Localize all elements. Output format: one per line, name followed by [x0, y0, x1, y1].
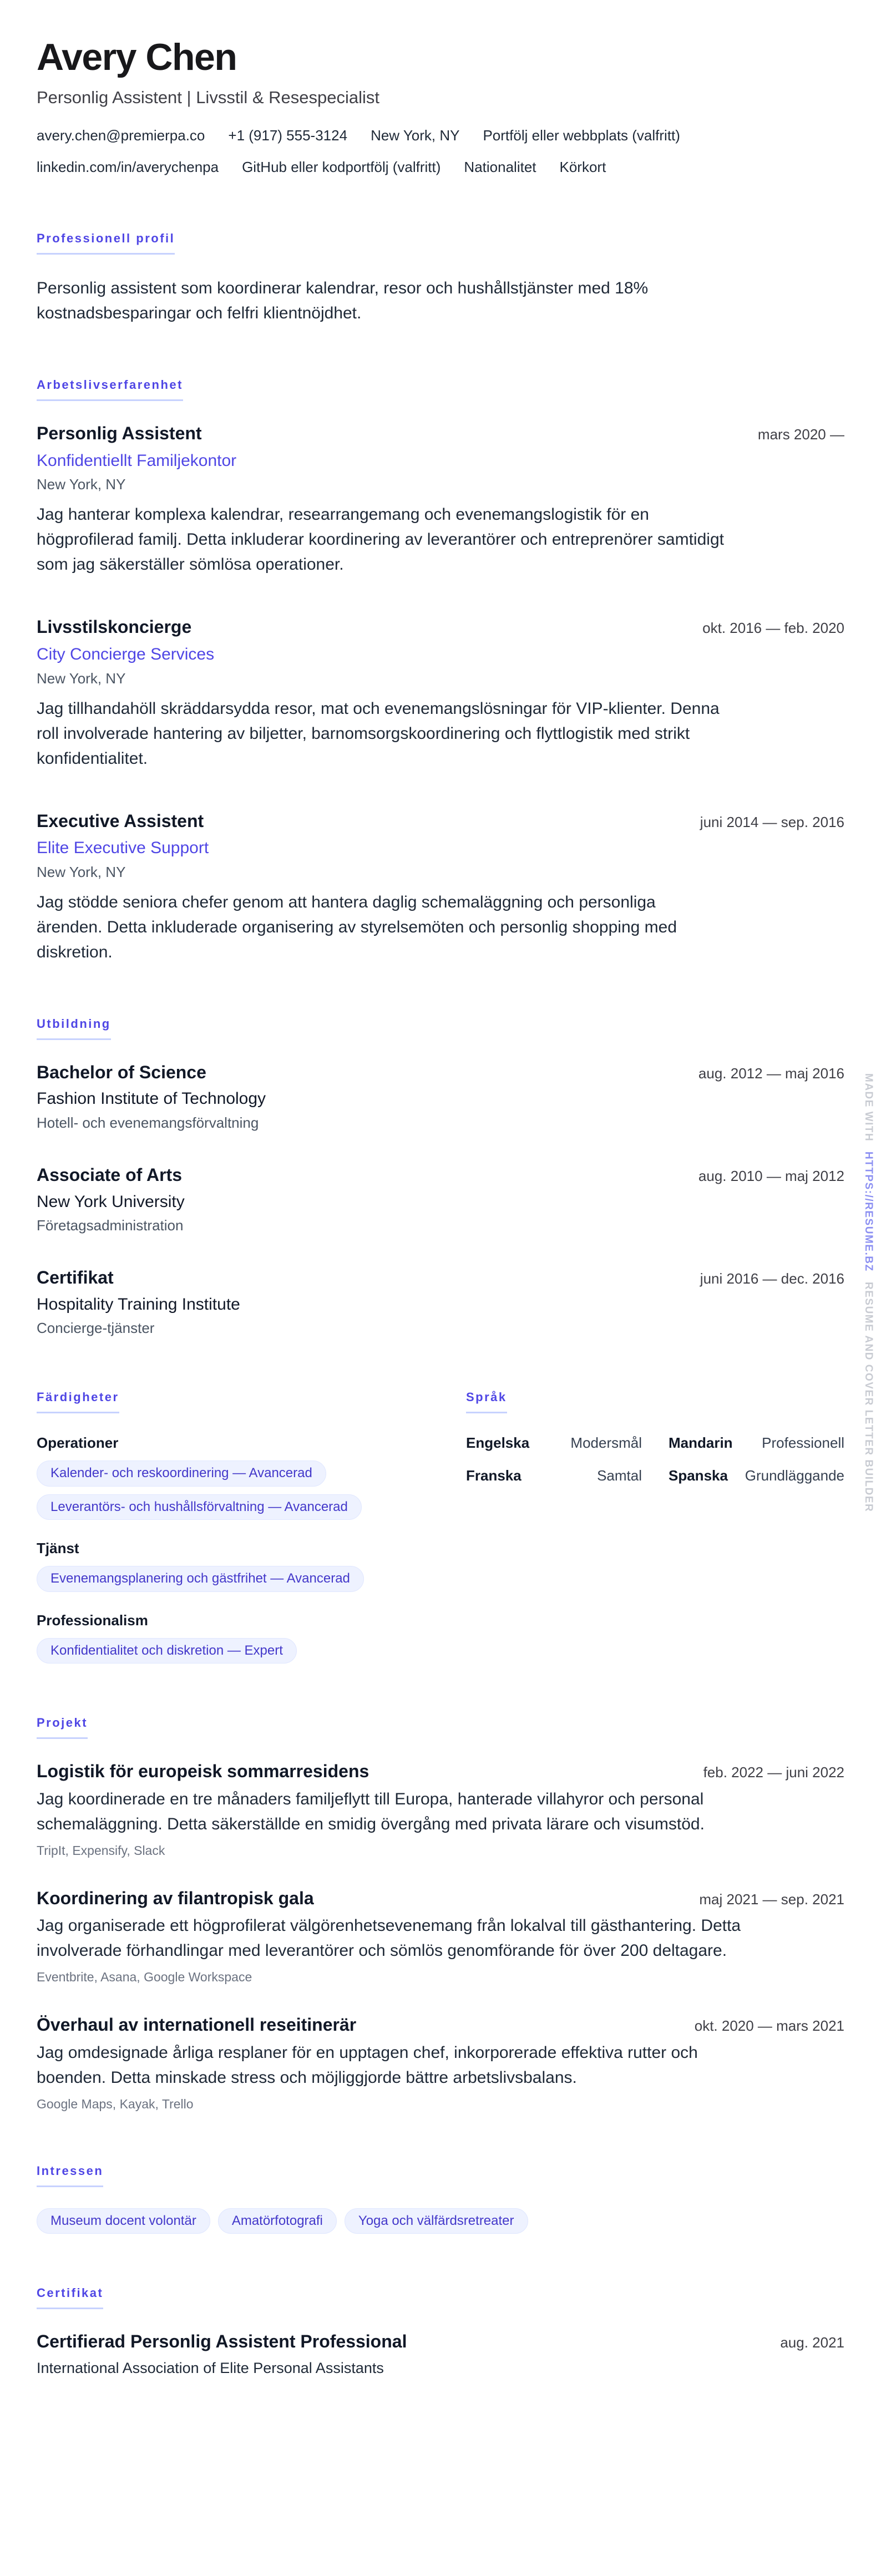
skill-pill: Kalender- och reskoordinering — Avancerad [37, 1461, 326, 1486]
contact-linkedin: linkedin.com/in/averychenpa [37, 158, 219, 175]
watermark [862, 1073, 874, 1512]
skill-group-label: Operationer [37, 1434, 119, 1452]
language-level: Professionell [762, 1434, 844, 1452]
project-item-2 [37, 1887, 844, 1985]
school-name: Fashion Institute of Technology [37, 1089, 266, 1108]
skill-group-label: Tjänst [37, 1540, 79, 1557]
resume-header [37, 36, 844, 177]
field-of-study: Företagsadministration [37, 1217, 184, 1234]
interest-pills [37, 2208, 844, 2234]
section-heading-certificates: Certifikat [37, 2286, 103, 2309]
language-item [669, 1434, 844, 1452]
section-heading-projects: Projekt [37, 1716, 88, 1739]
candidate-title: Personlig Assistent | Livsstil & Resespecialist [37, 88, 379, 108]
education-item-3 [37, 1266, 844, 1338]
job-dates: okt. 2016 — feb. 2020 [702, 620, 844, 637]
section-heading-interests: Intressen [37, 2164, 103, 2187]
experience-title-row [37, 810, 844, 833]
degree-title: Certifikat [37, 1267, 114, 1288]
section-heading-experience: Arbetslivserfarenhet [37, 378, 183, 401]
language-level: Samtal [597, 1467, 642, 1484]
contact-nationality-placeholder: Nationalitet [464, 158, 536, 175]
job-location: New York, NY [37, 670, 126, 687]
section-heading-education: Utbildning [37, 1017, 111, 1040]
interest-pill: Museum docent volontär [37, 2208, 210, 2234]
education-title-row [37, 1164, 844, 1187]
language-name: Spanska [669, 1467, 728, 1484]
education-title-row [37, 1061, 844, 1084]
skill-group-operations [37, 1434, 422, 1520]
certificate-item-1 [37, 2330, 844, 2378]
language-name: Franska [466, 1467, 521, 1484]
language-name: Mandarin [669, 1434, 733, 1452]
section-certificates [37, 2286, 844, 2378]
contact-location: New York, NY [371, 127, 460, 144]
job-description: Jag hanterar komplexa kalendrar, researrangemang och evenemangslogistik för en högprofilerad familj. Detta inkluderar koordinering av leverantörer och entreprenörer samtidigt som jag säkerställer sömlösa operationer. [37, 505, 724, 574]
contact-github-placeholder: GitHub eller kodportfölj (valfritt) [242, 158, 441, 175]
skill-pill: Leverantörs- och hushållsförvaltning — Avancerad [37, 1494, 362, 1520]
job-dates: mars 2020 — [757, 426, 844, 443]
education-title-row [37, 1266, 844, 1290]
profile-text: Personlig assistent som koordinerar kalendrar, resor och hushållstjänster med 18% kostnadsbesparingar och felfri klientnöjdhet. [37, 279, 649, 323]
section-skills-languages [37, 1390, 844, 1664]
skill-pills [37, 1566, 422, 1591]
languages-column [466, 1390, 844, 1484]
degree-title: Bachelor of Science [37, 1062, 206, 1082]
skill-group-label: Professionalism [37, 1611, 148, 1629]
education-dates: aug. 2012 — maj 2016 [698, 1064, 844, 1082]
certificate-title: Certifierad Personlig Assistent Professional [37, 2331, 407, 2352]
interest-pill: Yoga och välfärdsretreater [345, 2208, 528, 2234]
project-title-row [37, 2014, 844, 2037]
language-level: Modersmål [570, 1434, 642, 1452]
section-experience [37, 378, 844, 965]
project-dates: okt. 2020 — mars 2021 [694, 2017, 844, 2035]
certificate-date: aug. 2021 [780, 2334, 844, 2351]
contact-email: avery.chen@premierpa.co [37, 127, 205, 144]
project-tools: Eventbrite, Asana, Google Workspace [37, 1970, 252, 1985]
experience-title-row [37, 616, 844, 639]
field-of-study: Hotell- och evenemangsförvaltning [37, 1114, 259, 1131]
job-description: Jag tillhandahöll skräddarsydda resor, mat och evenemangslösningar för VIP-klienter. Denna roll involverade hantering av biljetter, barnomsorgskoordinering och flyttlogistik med strikt konfidentialitet. [37, 699, 720, 768]
project-description: Jag koordinerade en tre månaders familjeflytt till Europa, hanterade villahyror och personal schemaläggning. Detta säkerställde en smidig övergång med privata lärare och visumstöd. [37, 1789, 705, 1833]
project-item-1 [37, 1760, 844, 1858]
language-level: Grundläggande [745, 1467, 844, 1484]
experience-item-2 [37, 616, 844, 770]
job-dates: juni 2014 — sep. 2016 [700, 813, 844, 830]
project-title-row [37, 1887, 844, 1910]
education-item-2 [37, 1164, 844, 1235]
job-title: Livsstilskoncierge [37, 617, 192, 637]
watermark-made-with: MADE WITH [863, 1073, 874, 1142]
experience-title-row [37, 422, 844, 445]
certificate-title-row [37, 2330, 844, 2354]
skills-column [37, 1390, 422, 1664]
school-name: New York University [37, 1192, 185, 1211]
project-dates: maj 2021 — sep. 2021 [699, 1890, 844, 1908]
contact-license-placeholder: Körkort [559, 158, 606, 175]
job-description: Jag stödde seniora chefer genom att hantera daglig schemaläggning och personliga ärenden. Detta inkluderade organisering av styrelsemöten och personlig shopping med diskretion. [37, 893, 677, 961]
skill-group-service [37, 1540, 422, 1591]
project-description: Jag organiserade ett högprofilerat välgörenhetsevenemang från lokalval till gästhantering. Detta involverade förhandlingar med leverantörer och sömlös genomförande för över 200 deltagare. [37, 1916, 741, 1960]
field-of-study: Concierge-tjänster [37, 1320, 155, 1337]
project-tools: TripIt, Expensify, Slack [37, 1843, 165, 1858]
contact-phone: +1 (917) 555-3124 [228, 127, 348, 144]
section-heading-skills: Färdigheter [37, 1390, 119, 1413]
company-link[interactable]: City Concierge Services [37, 645, 215, 664]
school-name: Hospitality Training Institute [37, 1295, 240, 1314]
section-interests [37, 2164, 844, 2234]
watermark-site-link[interactable]: HTTPS://RESUME.BZ [863, 1152, 874, 1272]
certificate-issuer: International Association of Elite Personal Assistants [37, 2359, 384, 2376]
language-item [466, 1434, 642, 1452]
skill-group-professionalism [37, 1612, 422, 1664]
skill-pill: Evenemangsplanering och gästfrihet — Avancerad [37, 1566, 364, 1591]
section-profile [37, 231, 844, 326]
contact-row-1 [37, 125, 844, 145]
job-title: Personlig Assistent [37, 423, 202, 444]
job-title: Executive Assistent [37, 810, 204, 831]
job-location: New York, NY [37, 476, 126, 493]
project-title-row [37, 1760, 844, 1783]
degree-title: Associate of Arts [37, 1165, 182, 1185]
project-tools: Google Maps, Kayak, Trello [37, 2096, 194, 2111]
project-item-3 [37, 2014, 844, 2112]
section-heading-languages: Språk [466, 1390, 507, 1413]
education-item-1 [37, 1061, 844, 1133]
section-projects [37, 1716, 844, 2112]
language-item [466, 1467, 642, 1484]
project-title: Logistik för europeisk sommarresidens [37, 1761, 369, 1781]
language-name: Engelska [466, 1434, 530, 1452]
language-grid [466, 1434, 844, 1484]
language-item [669, 1467, 844, 1484]
contact-block [37, 125, 844, 177]
contact-portfolio-placeholder: Portfölj eller webbplats (valfritt) [483, 127, 680, 144]
skill-pills [37, 1461, 422, 1520]
experience-item-1 [37, 422, 844, 577]
project-dates: feb. 2022 — juni 2022 [703, 1763, 844, 1781]
company-link[interactable]: Konfidentiellt Familjekontor [37, 451, 237, 470]
project-title: Koordinering av filantropisk gala [37, 1888, 314, 1908]
education-dates: juni 2016 — dec. 2016 [700, 1270, 844, 1287]
watermark-tagline: RESUME AND COVER LETTER BUILDER [863, 1281, 874, 1513]
contact-row-2 [37, 157, 844, 177]
job-location: New York, NY [37, 863, 126, 880]
project-title: Överhaul av internationell reseitinerär [37, 2015, 357, 2035]
project-description: Jag omdesignade årliga resplaner för en upptagen chef, inkorporerade effektiva rutter och boenden. Detta minskade stress och möjliggjorde bättre arbetslivsbalans. [37, 2043, 698, 2087]
company-link[interactable]: Elite Executive Support [37, 839, 209, 858]
section-education [37, 1017, 844, 1338]
section-heading-profile: Professionell profil [37, 231, 175, 255]
candidate-name: Avery Chen [37, 36, 237, 78]
skill-pill: Konfidentialitet och diskretion — Expert [37, 1638, 297, 1664]
experience-item-3 [37, 810, 844, 965]
interest-pill: Amatörfotografi [218, 2208, 337, 2234]
education-dates: aug. 2010 — maj 2012 [698, 1168, 844, 1185]
skill-pills [37, 1638, 422, 1664]
